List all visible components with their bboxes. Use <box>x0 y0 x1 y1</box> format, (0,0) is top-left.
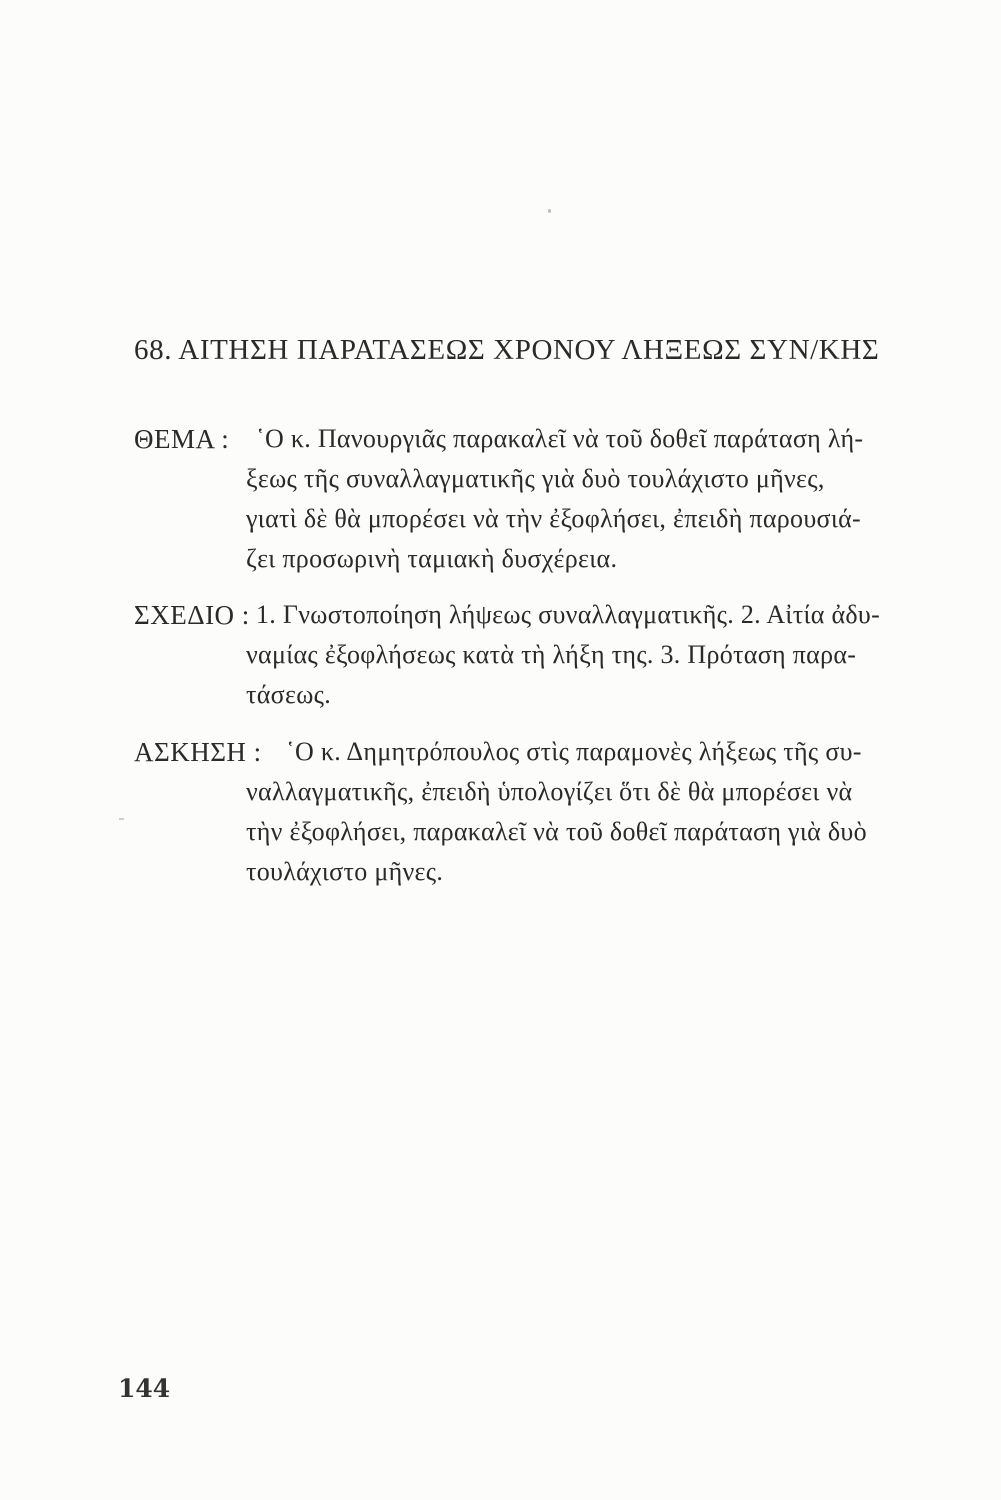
askisi-line-2: ναλλαγματικῆς, ἐπειδὴ ὑπολογίζει ὅτι δὲ θὰ μπορέσει νὰ <box>246 777 853 806</box>
thema-line-2: ξεως τῆς συναλλαγματικῆς γιὰ δυὸ τουλάχιστο μῆνες, <box>246 464 825 493</box>
askisi-line-1: ῾Ο κ. Δημητρόπουλος στὶς παραμονὲς λήξεως τῆς συ- <box>286 737 862 766</box>
schedio-line-3: τάσεως. <box>246 680 332 709</box>
schedio-line-1: 1. Γνωστοποίηση λήψεως συναλλαγματικῆς. 2. Αἰτία ἀδυ- <box>256 600 881 629</box>
section-label-askisi: ΑΣΚΗΣΗ : <box>134 737 262 767</box>
page-number: 144 <box>118 1374 171 1403</box>
page-title: 68. ΑΙΤΗΣΗ ΠΑΡΑΤΑΣΕΩΣ ΧΡΟΝΟΥ ΛΗΞΕΩΣ ΣΥΝ/ΚΗΣ <box>134 334 880 366</box>
paper-speck <box>548 209 551 213</box>
askisi-line-3: τὴν ἐξοφλήσει, παρακαλεῖ νὰ τοῦ δοθεῖ παράταση γιὰ δυὸ <box>246 817 867 846</box>
section-label-thema: ΘΕΜΑ : <box>134 424 230 454</box>
schedio-line-2: ναμίας ἐξοφλήσεως κατὰ τὴ λήξη της. 3. Πρόταση παρα- <box>246 640 857 669</box>
thema-line-1: ῾Ο κ. Πανουργιᾶς παρακαλεῖ νὰ τοῦ δοθεῖ παράταση λή- <box>256 424 864 453</box>
section-label-schedio: ΣΧΕΔΙΟ : <box>134 600 250 630</box>
thema-line-3: γιατὶ δὲ θὰ μπορέσει νὰ τὴν ἐξοφλήσει, ἐπειδὴ παρουσιά- <box>246 504 862 533</box>
askisi-line-4: τουλάχιστο μῆνες. <box>246 857 444 886</box>
thema-line-4: ζει προσωρινὴ ταμιακὴ δυσχέρεια. <box>246 544 618 573</box>
paper-mark <box>119 818 124 820</box>
